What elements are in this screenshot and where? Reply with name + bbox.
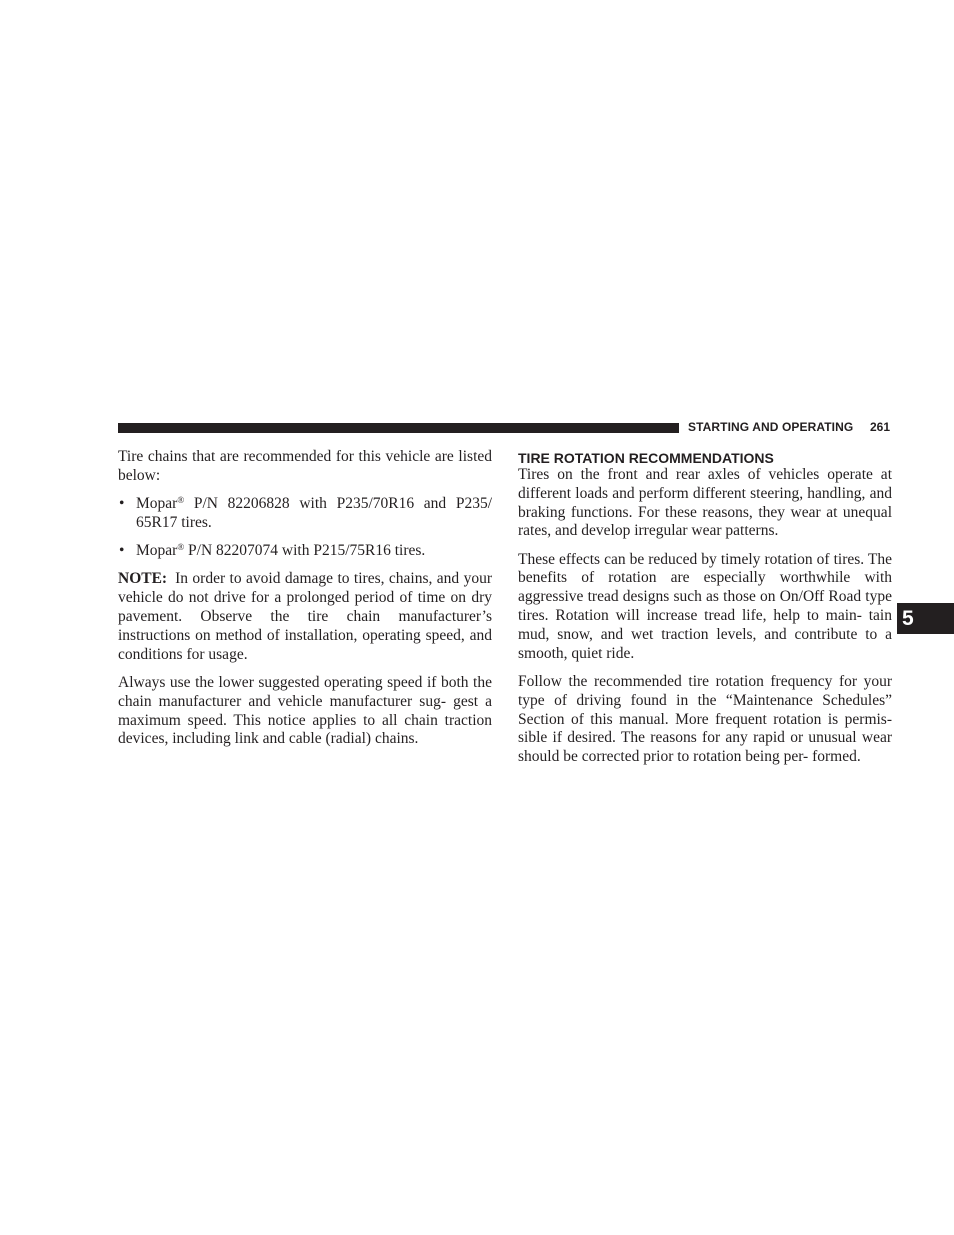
- page-number: 261: [870, 420, 891, 434]
- left-column: [118, 448, 492, 759]
- note-text: In order to avoid damage to tires, chains, and your vehicle do not drive for a prolonged period of time on dry pavement. Observe the tire chain manufacturer’s instructions on method of installation, operating speed, and conditions for usage.: [118, 570, 492, 663]
- body-paragraph: Tires on the front and rear axles of vehicles operate at different loads and perform different steering, handling, and braking functions. For these reasons, they wear at unequal rates, and develop irregular wear patterns.: [518, 466, 892, 540]
- registered-mark: ®: [177, 542, 185, 553]
- chains-intro-paragraph: Tire chains that are recommended for this vehicle are listed below:: [118, 448, 492, 484]
- right-column: [518, 448, 892, 776]
- registered-mark: ®: [177, 495, 185, 506]
- brand-name: Mopar: [136, 495, 178, 513]
- brand-name: Mopar: [136, 542, 178, 560]
- tire-chain-list: [118, 495, 492, 561]
- body-paragraph: These effects can be reduced by timely rotation of tires. The benefits of rotation are especially worthwhile with aggressive tread designs such as those on On/Off Road type tires. Rotation will increase tread life, help to main- tain mud, snow, and wet traction levels, and contribute to a smooth, quiet ride.: [518, 550, 892, 662]
- running-header-title: STARTING AND OPERATING: [688, 420, 854, 434]
- note-paragraph: [118, 570, 492, 664]
- list-item: [118, 495, 492, 533]
- chapter-tab: [897, 603, 954, 634]
- speed-paragraph: Always use the lower suggested operating speed if both the chain manufacturer and vehicle manufacturer sug- gest a maximum speed. This notice applies to all chain traction devices, including link and cable (radial) chains.: [118, 673, 492, 748]
- section-heading: TIRE ROTATION RECOMMENDATIONS: [518, 450, 774, 466]
- note-label: NOTE:: [118, 570, 168, 588]
- list-item-text: P/N 82207074 with P215/75R16 tires.: [184, 542, 426, 560]
- list-item-text: P/N 82206828 with P235/70R16 and P235/ 65R17 tires.: [136, 495, 492, 531]
- header-rule: [118, 423, 679, 433]
- chapter-number: 5: [902, 607, 914, 630]
- body-paragraph: Follow the recommended tire rotation frequency for your type of driving found in the “Maintenance Schedules” Section of this manual. More frequent rotation is permis- sible if desired. The reasons for any rapid or unusual wear should be corrected prior to rotation being per- formed.: [518, 672, 892, 766]
- list-item: [118, 542, 492, 561]
